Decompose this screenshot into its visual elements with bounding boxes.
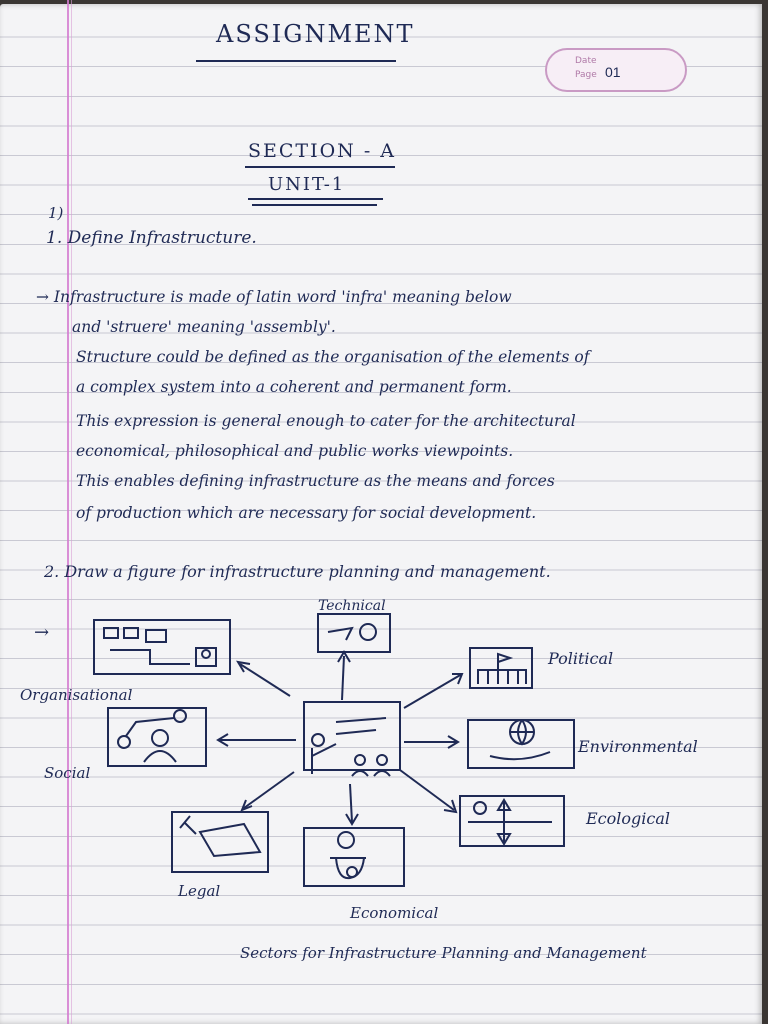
label-environmental: Environmental	[578, 737, 698, 756]
date-label: Date	[575, 56, 597, 66]
question-marker: 1)	[48, 204, 64, 222]
answer-line-8: of production which are necessary for social development.	[76, 504, 537, 522]
answer-line-1: → Infrastructure is made of latin word 'infra' meaning below	[36, 288, 512, 306]
label-legal: Legal	[178, 882, 221, 900]
answer-line-7: This enables defining infrastructure as the means and forces	[76, 472, 555, 490]
page-title: ASSIGNMENT	[216, 20, 415, 48]
diagram-caption: Sectors for Infrastructure Planning and Management	[240, 944, 647, 962]
question-2: 2. Draw a figure for infrastructure planning and management.	[44, 562, 551, 581]
center-presentation-box	[304, 702, 400, 770]
label-political: Political	[548, 649, 614, 668]
label-organisational: Organisational	[20, 686, 133, 704]
section-title: SECTION - A	[248, 140, 397, 162]
technical-box	[318, 614, 390, 652]
label-technical: Technical	[318, 598, 386, 614]
page-number: 01	[605, 64, 621, 80]
answer-line-2: and 'struere' meaning 'assembly'.	[72, 318, 336, 336]
unit-title: UNIT-1	[268, 174, 346, 195]
label-ecological: Ecological	[586, 809, 670, 828]
answer-line-6: economical, philosophical and public works viewpoints.	[76, 442, 514, 460]
label-social: Social	[44, 764, 91, 782]
answer-line-3: Structure could be defined as the organisation of the elements of	[76, 348, 590, 366]
diagram-arrow-marker: →	[34, 622, 50, 643]
page-label: Page	[575, 70, 597, 80]
label-economical: Economical	[350, 904, 439, 922]
answer-line-4: a complex system into a coherent and permanent form.	[76, 378, 512, 396]
question-1: 1. Define Infrastructure.	[46, 228, 257, 248]
answer-line-5: This expression is general enough to cater for the architectural	[76, 412, 576, 430]
